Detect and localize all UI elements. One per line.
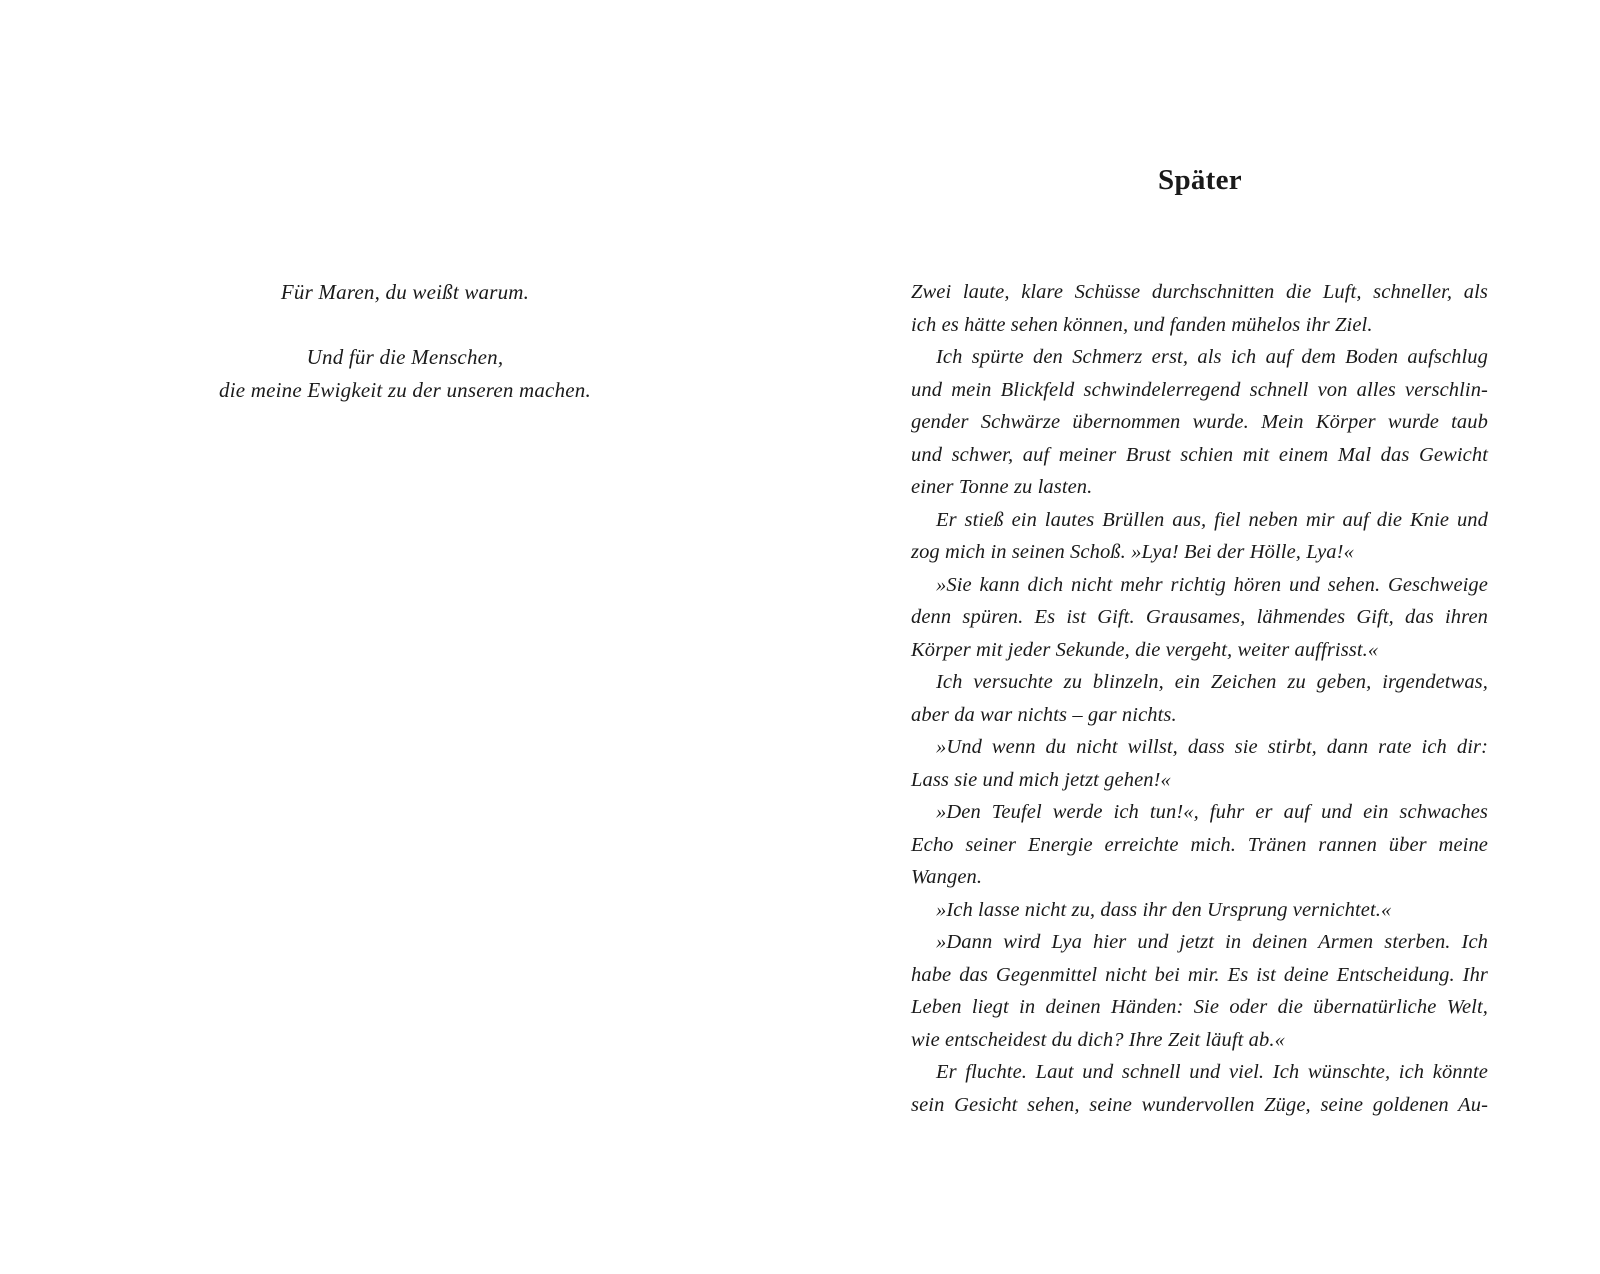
chapter-body [911,276,1488,1121]
text-line: wie entscheidest du dich? Ihre Zeit läuft ab.« [911,1028,1285,1051]
text-line: »Dann wird Lya hier und jetzt in deinen Armen sterben. Ich [936,931,1488,953]
text-line: gender Schwärze übernommen wurde. Mein Körper wurde taub [911,411,1488,433]
right-page [800,0,1600,1274]
text-line: und mein Blickfeld schwindelerregend schnell von alles verschlin- [911,378,1488,401]
text-line: Ich spürte den Schmerz erst, als ich auf dem Boden aufschlug [936,346,1488,368]
dedication-line-3: die meine Ewigkeit zu der unseren machen. [219,377,591,402]
text-line: Lass sie und mich jetzt gehen!« [911,768,1171,791]
text-line: Er fluchte. Laut und schnell und viel. Ich wünschte, ich könnte [936,1061,1488,1083]
text-line: Zwei laute, klare Schüsse durchschnitten die Luft, schneller, als [911,281,1488,303]
text-line: »Ich lasse nicht zu, dass ihr den Ursprung vernichtet.« [936,898,1392,921]
text-line: zog mich in seinen Schoß. »Lya! Bei der Hölle, Lya!« [911,541,1354,563]
text-line: »Sie kann dich nicht mehr richtig hören und sehen. Geschweige [936,573,1488,596]
text-line: habe das Gegenmittel nicht bei mir. Es ist deine Entscheidung. Ihr [911,963,1488,986]
text-line: »Und wenn du nicht willst, dass sie stirbt, dann rate ich dir: [936,736,1488,758]
text-line: Echo seiner Energie erreichte mich. Tränen rannen über meine [911,833,1488,856]
text-line: Wangen. [911,866,983,888]
text-line: Körper mit jeder Sekunde, die vergeht, weiter auffrisst.« [911,638,1379,661]
text-line: Er stieß ein lautes Brüllen aus, fiel neben mir auf die Knie und [936,508,1488,531]
text-line: einer Tonne zu lasten. [911,476,1093,498]
dedication-gap [110,309,700,342]
text-line: aber da war nichts – gar nichts. [911,703,1177,726]
text-line: sein Gesicht sehen, seine wundervollen Züge, seine goldenen Au- [911,1093,1488,1116]
text-line: Ich versuchte zu blinzeln, ein Zeichen zu geben, irgendetwas, [936,671,1488,693]
text-line: Leben liegt in deinen Händen: Sie oder die übernatürliche Welt, [911,996,1488,1018]
dedication-line-2: Und für die Menschen, [306,345,504,369]
chapter-title: Später [1158,164,1242,197]
text-line: ich es hätte sehen können, und fanden mühelos ihr Ziel. [911,313,1373,336]
text-line: »Den Teufel werde ich tun!«, fuhr er auf und ein schwaches [936,801,1488,823]
dedication [110,276,700,406]
text-line: denn spüren. Es ist Gift. Grausames, lähmendes Gift, das ihren [911,606,1488,628]
dedication-line-1: Für Maren, du weißt warum. [280,280,530,304]
text-line: und schwer, auf meiner Brust schien mit einem Mal das Gewicht [911,443,1488,466]
